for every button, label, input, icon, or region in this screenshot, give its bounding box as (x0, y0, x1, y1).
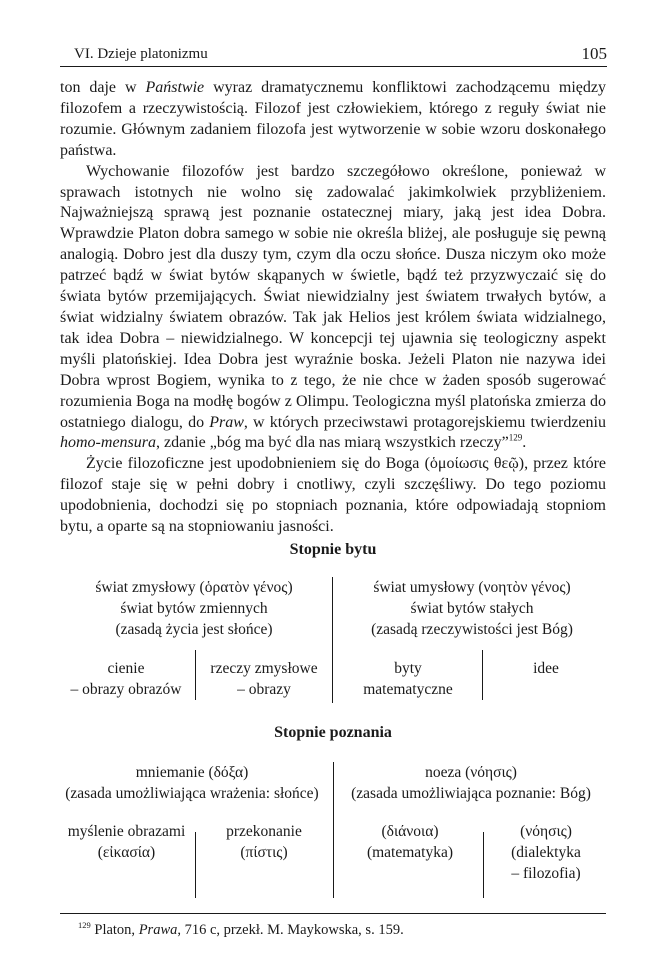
text-run: , 716 c, przekł. M. Maykowska, s. 159. (177, 922, 404, 938)
knowledge-divider-line (333, 762, 334, 898)
sensible-world-line: (zasadą życia jest słońce) (115, 621, 273, 638)
opinion-line: (zasada umożliwiająca wrażenia: słońce) (65, 785, 319, 802)
body-text (60, 78, 606, 538)
section-heading-stopnie-poznania: Stopnie poznania (274, 724, 392, 741)
text-run: , w których przeciwstawi protagorejskiemu twierdzeniu (243, 413, 607, 431)
world-divider-line (332, 577, 333, 703)
level-line: (εἰκασία) (97, 844, 156, 861)
level-line: cienie (107, 660, 145, 677)
text-run: , zdanie „bóg ma być dla nas miarą wszystkich rzeczy” (156, 434, 509, 452)
level-line: (matematyka) (366, 844, 454, 861)
text-run: wyraz dramatycznemu konfliktowi zachodzącemu między filozofem a rzeczywistością. Filozof jest człowiekiem, którego z reguły świat nie rozumie. Głównym zadaniem filozofa jest wytworzenie w sobie wzoru doskonałego państwa. (60, 79, 606, 159)
page-number: 105 (581, 44, 607, 63)
level-noesis (488, 821, 604, 884)
paragraph (60, 454, 606, 538)
text-run: . (522, 434, 527, 452)
level-line: idee (533, 660, 559, 677)
stopnie-bytu-diagram (60, 577, 606, 707)
running-header (60, 44, 607, 67)
italic-text: Prawa (138, 922, 178, 938)
level-line: – obrazy obrazów (70, 681, 182, 698)
italic-text: Praw (209, 413, 244, 431)
opinion-line: mniemanie (δόξα) (135, 764, 249, 781)
stopnie-poznania-diagram (60, 762, 606, 902)
level-sensible-things (198, 658, 330, 700)
level-line: (dialektyka (511, 844, 581, 861)
level-shadows (60, 658, 192, 700)
level-line: przekonanie (226, 823, 302, 840)
level-line: – filozofia) (511, 865, 581, 882)
text-run: Życie filozoficzne jest upodobnieniem się do Boga (ὁμοίωσις θεῷ), przez które filozof staje się w pełni dobry i cnotliwy, czyli szczęśliwy. Do tego poziomu upodobnienia, dochodzi się po stopniach poznania, które odpowiadają stopniom bytu, a oparte są na stopniowaniu jasności. (60, 455, 606, 536)
level-mathematical-beings (338, 658, 478, 700)
level-line: byty (394, 660, 422, 677)
paragraph (60, 78, 606, 162)
section-heading-stopnie-bytu: Stopnie bytu (289, 541, 377, 558)
footnote-number: 129 (78, 920, 91, 931)
footnote (78, 922, 606, 939)
chapter-title: VI. Dzieje platonizmu (74, 46, 208, 62)
intelligible-world-line: (zasadą rzeczywistości jest Bóg) (371, 621, 573, 638)
level-line: (διάνοια) (381, 823, 439, 840)
level-pistis (198, 821, 330, 863)
footnote-ref: 129 (508, 433, 523, 444)
level-divider-line (483, 832, 484, 898)
level-eikasia (60, 821, 193, 863)
italic-text: homo-mensura (60, 434, 156, 452)
opinion-box (54, 762, 330, 804)
level-ideas (486, 658, 606, 679)
level-line: matematyczne (363, 681, 453, 698)
sensible-world-line: świat zmysłowy (ὁρατὸν γένος) (95, 579, 293, 596)
level-divider-line (482, 650, 483, 700)
level-line: (νόησις) (520, 823, 572, 840)
intelligible-world-line: świat umysłowy (νοητὸν γένος) (373, 579, 571, 596)
level-line: – obrazy (237, 681, 291, 698)
sensible-world-box (60, 577, 328, 640)
paragraph (60, 162, 606, 455)
text-run: Platon, (90, 922, 139, 938)
text-run: ton daje w (60, 79, 146, 96)
level-line: rzeczy zmysłowe (210, 660, 318, 677)
level-line: (πίστις) (240, 844, 288, 861)
level-divider-line (195, 650, 196, 700)
noesis-box (336, 762, 606, 804)
level-divider-line (195, 832, 196, 898)
sensible-world-line: świat bytów zmiennych (120, 600, 268, 617)
footnote-separator (60, 913, 606, 914)
italic-text: Państwie (145, 79, 205, 96)
level-dianoia (340, 821, 480, 863)
intelligible-world-line: świat bytów stałych (410, 600, 534, 617)
noesis-line: noeza (νόησις) (425, 764, 517, 781)
intelligible-world-box (338, 577, 606, 640)
noesis-line: (zasada umożliwiająca poznanie: Bóg) (351, 785, 591, 802)
text-run: Wychowanie filozofów jest bardzo szczegółowo określone, ponieważ w sprawach istotnych nie wolno się zadowalać jakimkolwiek przybliżeniem. Najważniejszą sprawą jest poznanie ostatecznej miary, jaką jest idea Dobra. Wprawdzie Platon dobra samego w sobie nie określa bliżej, ale posługuje się pewną analogią. Dobro jest dla duszy tym, czym dla oczu słońce. Dusza niczym oko może patrzeć bądź w świat bytów skąpanych w świetle, bądź też przyzwyczaić się do świata bytów przemijających. Świat niewidzialny jest światem trwałych bytów, a świat widzialny światem obrazów. Tak jak Helios jest królem świata widzialnego, tak idea Dobra – niewidzialnego. W koncepcji tej ujawnia się teologiczny aspekt myśli platońskiej. Idea Dobra jest wyraźnie boska. Jeżeli Platon nie nazywa idei Dobra wprost Bogiem, wynika to z tego, że nie chce w żaden sposób sugerować rozumienia Boga na modłę bogów z Olimpu. Teologiczna myśl platońska zmierza do ostatniego dialogu, do (60, 162, 606, 431)
level-line: myślenie obrazami (67, 823, 186, 840)
